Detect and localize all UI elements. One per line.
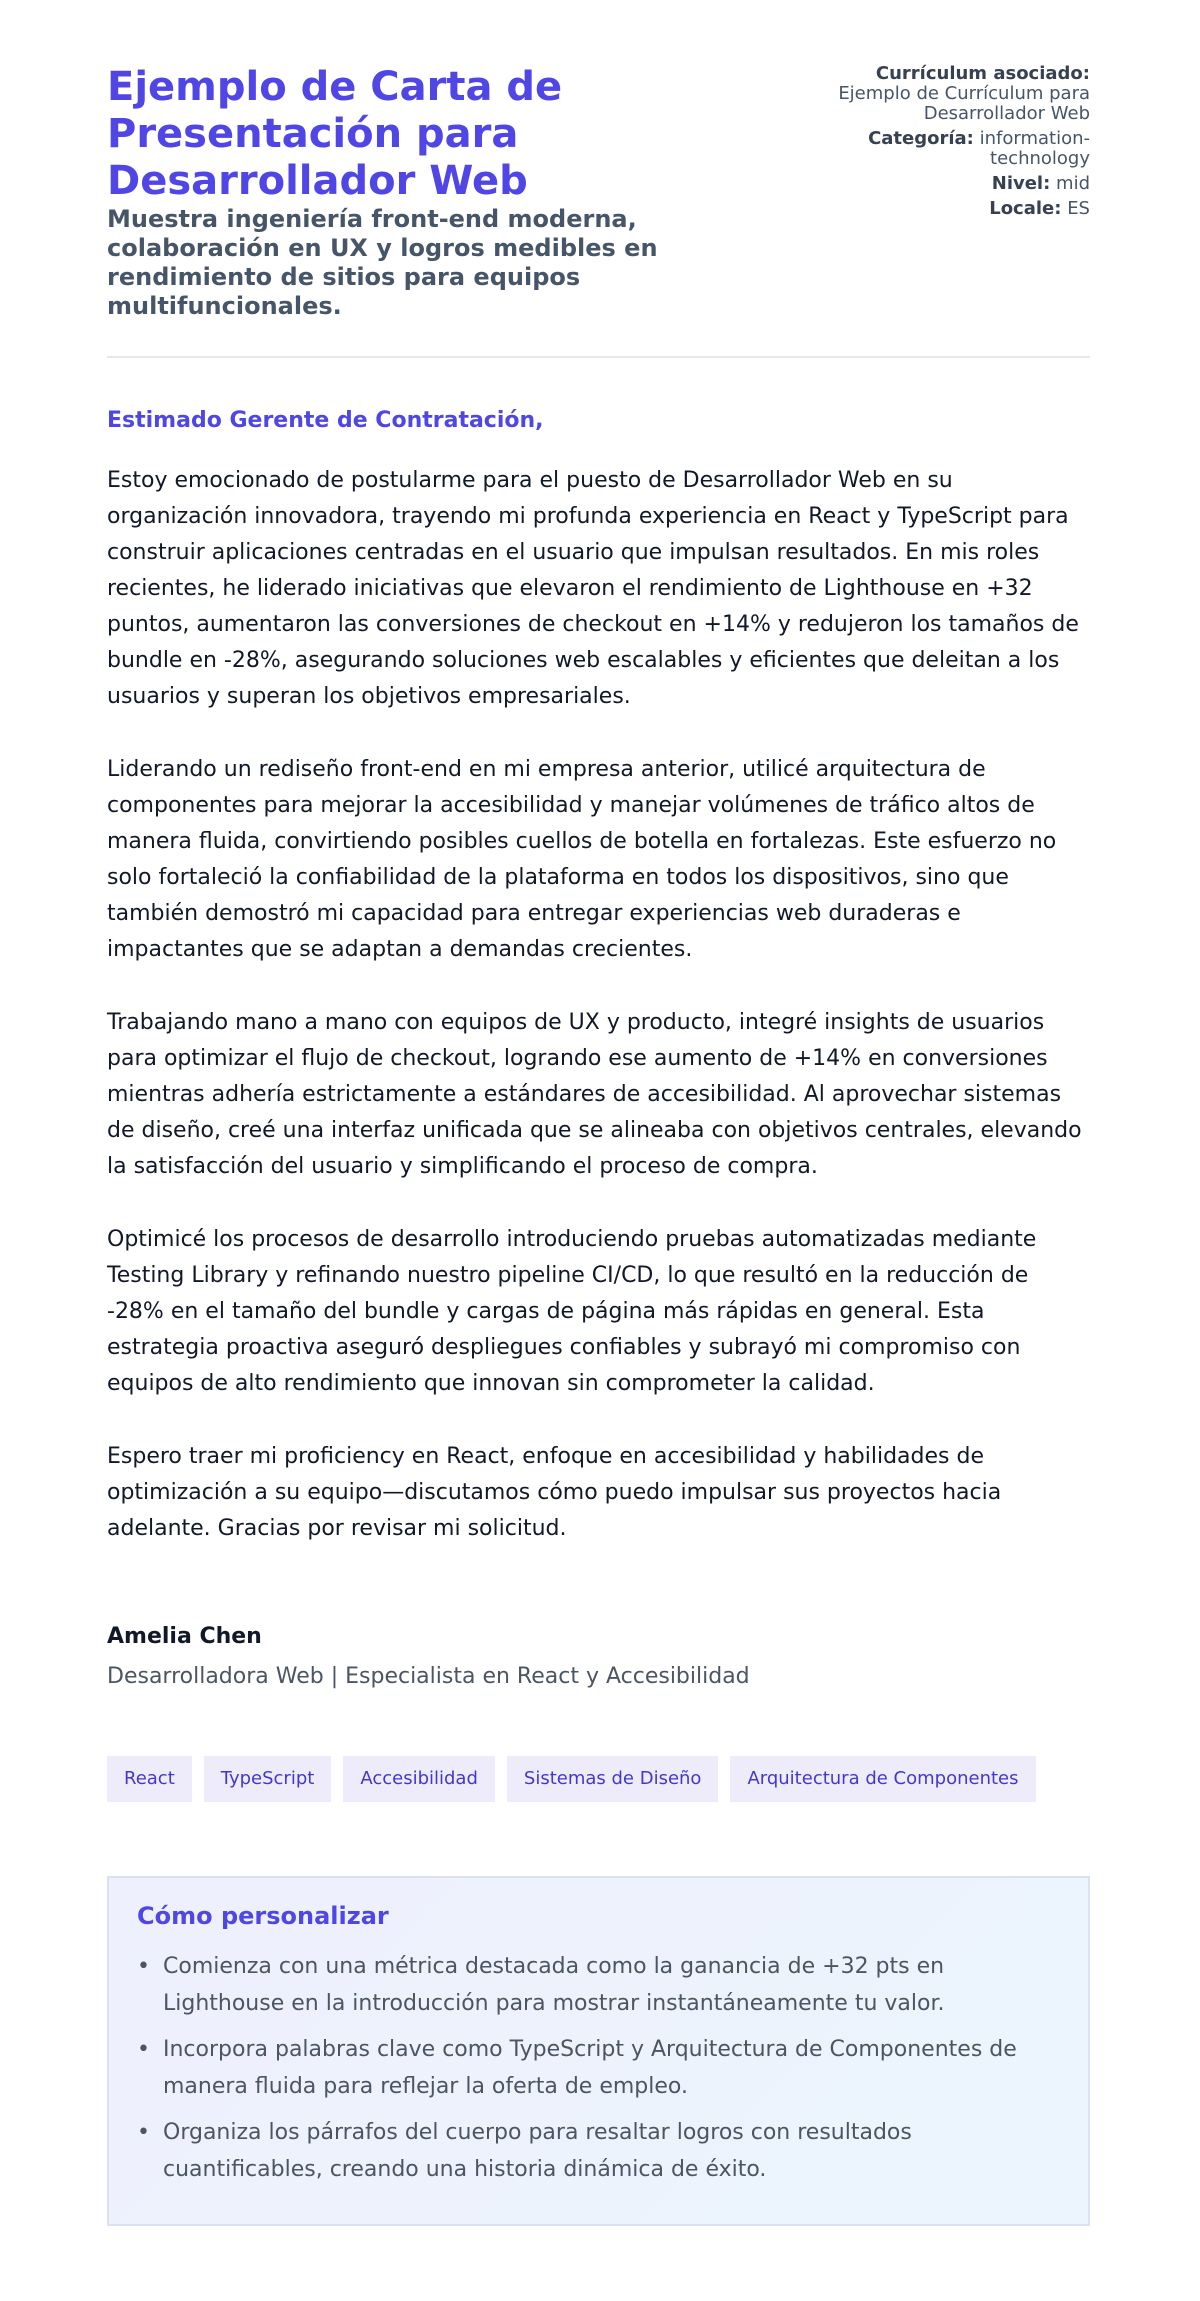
- meta-label: Nivel:: [991, 173, 1051, 194]
- page-subtitle: Muestra ingeniería front-end moderna, colaboración en UX y logros medibles en rendimiento de sitios para equipos multifuncionales.: [107, 205, 658, 320]
- tip-item: • Organiza los párrafos del cuerpo para resaltar logros con resultados cuantificables, creando una historia dinámica de éxito.: [137, 2114, 1060, 2188]
- meta-panel: [830, 64, 1090, 224]
- paragraph: Estoy emocionado de postularme para el puesto de Desarrollador Web en su organización innovadora, trayendo mi profunda experiencia en React y TypeScript para construir aplicaciones centradas en el usuario que impulsan resultados. En mis roles recientes, he liderado iniciativas que elevaron el rendimiento de Lighthouse en +32 puntos, aumentaron las conversiones de checkout en +14% y redujeron los tamaños de bundle en -28%, asegurando soluciones web escalables y eficientes que deleitan a los usuarios y superan los objetivos empresariales.: [107, 468, 1079, 709]
- letter-body: [107, 463, 1090, 1584]
- meta-label: Currículum asociado:: [875, 63, 1090, 84]
- tag: React: [107, 1756, 192, 1802]
- paragraph: Espero traer mi proficiency en React, enfoque en accesibilidad y habilidades de optimización a su equipo—discutamos cómo puedo impulsar sus proyectos hacia adelante. Gracias por revisar mi solicitud.: [107, 1444, 1002, 1541]
- paragraph: Liderando un rediseño front-end en mi empresa anterior, utilicé arquitectura de componentes para mejorar la accesibilidad y manejar volúmenes de tráfico altos de manera fluida, convirtiendo posibles cuellos de botella en fortalezas. Este esfuerzo no solo fortaleció la confiabilidad de la plataforma en todos los dispositivos, sino que también demostró mi capacidad para entregar experiencias web duraderas e impactantes que se adaptan a demandas crecientes.: [107, 757, 1057, 962]
- tips-list: [137, 1948, 1060, 2188]
- meta-label: Categoría:: [868, 128, 974, 149]
- meta-label: Locale:: [989, 198, 1062, 219]
- meta-locale: [830, 199, 1090, 219]
- meta-value: information-technology: [979, 128, 1090, 169]
- paragraph: Optimicé los procesos de desarrollo introduciendo pruebas automatizadas mediante Testing Library y refinando nuestro pipeline CI/CD, lo que resultó en la reducción de -28% en el tamaño del bundle y cargas de página más rápidas en general. Esta estrategia proactiva aseguró despliegues confiables y subrayó mi compromiso con equipos de alto rendimiento que innovan sin comprometer la calidad.: [107, 1227, 1037, 1396]
- meta-value: ES: [1067, 198, 1090, 219]
- tag: Accesibilidad: [343, 1756, 495, 1802]
- tip-item: • Comienza con una métrica destacada como la ganancia de +32 pts en Lighthouse en la introducción para mostrar instantáneamente tu valor.: [137, 1948, 1060, 2022]
- tag: Arquitectura de Componentes: [730, 1756, 1035, 1802]
- meta-value: mid: [1056, 173, 1090, 194]
- page-header: [107, 64, 1090, 358]
- meta-resume: [830, 64, 1090, 124]
- page-title: Ejemplo de Carta de Presentación para Desarrollador Web: [107, 64, 563, 204]
- tag: TypeScript: [204, 1756, 332, 1802]
- salutation: Estimado Gerente de Contratación,: [107, 408, 544, 433]
- meta-value: Ejemplo de Currículum para Desarrollador Web: [838, 83, 1090, 124]
- signature-title: Desarrolladora Web | Especialista en React y Accesibilidad: [107, 1664, 750, 1689]
- meta-level: [830, 174, 1090, 194]
- tag: Sistemas de Diseño: [507, 1756, 719, 1802]
- paragraph: Trabajando mano a mano con equipos de UX y producto, integré insights de usuarios para optimizar el flujo de checkout, logrando ese aumento de +14% en conversiones mientras adhería estrictamente a estándares de accesibilidad. Al aprovechar sistemas de diseño, creé una interfaz unificada que se alineaba con objetivos centrales, elevando la satisfacción del usuario y simplificando el proceso de compra.: [107, 1010, 1082, 1179]
- customization-tips: [107, 1876, 1090, 2226]
- tips-title: Cómo personalizar: [137, 1902, 389, 1930]
- meta-category: [830, 129, 1090, 169]
- signature-name: Amelia Chen: [107, 1624, 262, 1649]
- skill-tags: [107, 1756, 1036, 1802]
- tip-item: • Incorpora palabras clave como TypeScript y Arquitectura de Componentes de manera fluida para reflejar la oferta de empleo.: [137, 2031, 1060, 2105]
